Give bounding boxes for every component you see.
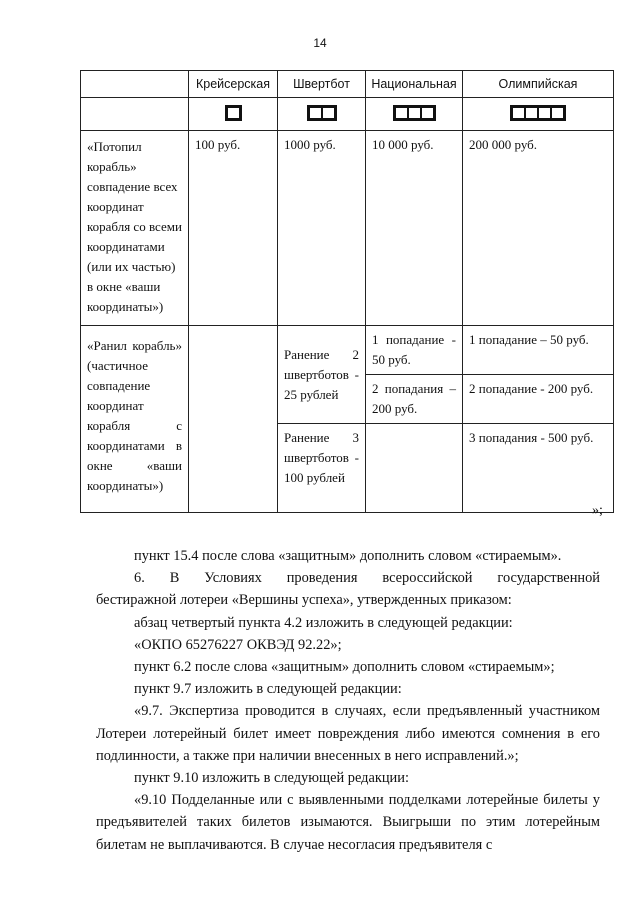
header-kreyserskaya: Крейсерская [189, 71, 278, 98]
row-sunk-natsionalnaya: 10 000 руб. [366, 131, 463, 326]
row-wounded-shvertbot-1: Ранение 2 швертботов - 25 рублей [278, 326, 366, 424]
row-wounded-national-1: 1 попадание - 50 руб. [366, 326, 463, 375]
ship-empty-cell [81, 98, 189, 131]
paragraph-4-2: абзац четвертый пункта 4.2 изложить в следующей редакции: [134, 614, 513, 631]
paragraph-okpo: «ОКПО 65276227 ОКВЭД 92.22»; [134, 636, 342, 653]
row-sunk-label: «Потопил корабль» совпадение всех координат корабля со всеми координатами (или их частью) в окне «ваши координаты») [81, 131, 189, 326]
ship-1-cell-icon [225, 105, 242, 121]
header-olimpiyskaya: Олимпийская [463, 71, 614, 98]
row-wounded-kreyserskaya [189, 326, 278, 513]
ship-cell-2 [278, 98, 366, 131]
paragraph-6-2: пункт 6.2 после слова «защитным» дополнить словом «стираемым»; [134, 659, 555, 676]
table-row-wounded-1 [81, 326, 614, 375]
paragraph-6-line2: бестиражной лотереи «Вершины успеха», утвержденных приказом: [96, 592, 512, 609]
row-wounded-national-2: 2 попадания – 200 руб. [366, 375, 463, 424]
row-wounded-shvertbot-2: Ранение 3 швертботов - 100 рублей [278, 424, 366, 513]
row-wounded-label: «Ранил корабль» (частичное совпадение координат корабля с координатами в окне «ваши координаты») [81, 326, 189, 513]
paragraph-15-4: пункт 15.4 после слова «защитным» дополнить словом «стираемым». [134, 548, 562, 564]
ship-3-cell-icon [393, 105, 436, 121]
paragraph-6-line1: 6. В Условиях проведения всероссийской государственной [134, 570, 600, 587]
header-natsionalnaya: Национальная [366, 71, 463, 98]
paragraph-9-7-intro: пункт 9.7 изложить в следующей редакции: [134, 681, 402, 698]
ship-cell-3 [366, 98, 463, 131]
row-wounded-national-3 [366, 424, 463, 513]
ship-2-cell-icon [307, 105, 337, 121]
row-sunk-kreyserskaya: 100 руб. [189, 131, 278, 326]
row-wounded-olymp-1: 1 попадание – 50 руб. [463, 326, 614, 375]
table-row-sunk [81, 131, 614, 326]
header-shvertbot: Швертбот [278, 71, 366, 98]
paragraph-9-7-text: «9.7. Экспертиза проводится в случаях, если предъявленный участником Лотереи лотерейный билет имеет повреждения либо имеются сомнения в его подлинности, а также при наличии внесенных в него исправлений.»; [96, 703, 600, 764]
ship-icons-row [81, 98, 614, 131]
paragraph-9-10-text: «9.10 Подделанные или с выявленными подделками лотерейные билеты у предъявителей таких билетов изымаются. Выигрыши по этим лотерейным билетам не выплачиваются. В случае несогласия предъявителя с [96, 792, 600, 853]
ship-cell-4 [463, 98, 614, 131]
paragraph-9-10-intro: пункт 9.10 изложить в следующей редакции: [134, 770, 409, 787]
row-sunk-olimpiyskaya: 200 000 руб. [463, 131, 614, 326]
row-sunk-shvertbot: 1000 руб. [278, 131, 366, 326]
ship-4-cell-icon [510, 105, 566, 121]
ship-cell-1 [189, 98, 278, 131]
header-empty-cell [81, 71, 189, 98]
body-text [96, 545, 600, 856]
row-wounded-olymp-2: 2 попадание - 200 руб. [463, 375, 614, 424]
page-number: 14 [313, 36, 327, 50]
row-wounded-olymp-3: 3 попадания - 500 руб. [463, 424, 614, 513]
table-header-row [81, 71, 614, 98]
table-closing-mark: »; [592, 503, 603, 518]
prize-table [80, 70, 614, 513]
